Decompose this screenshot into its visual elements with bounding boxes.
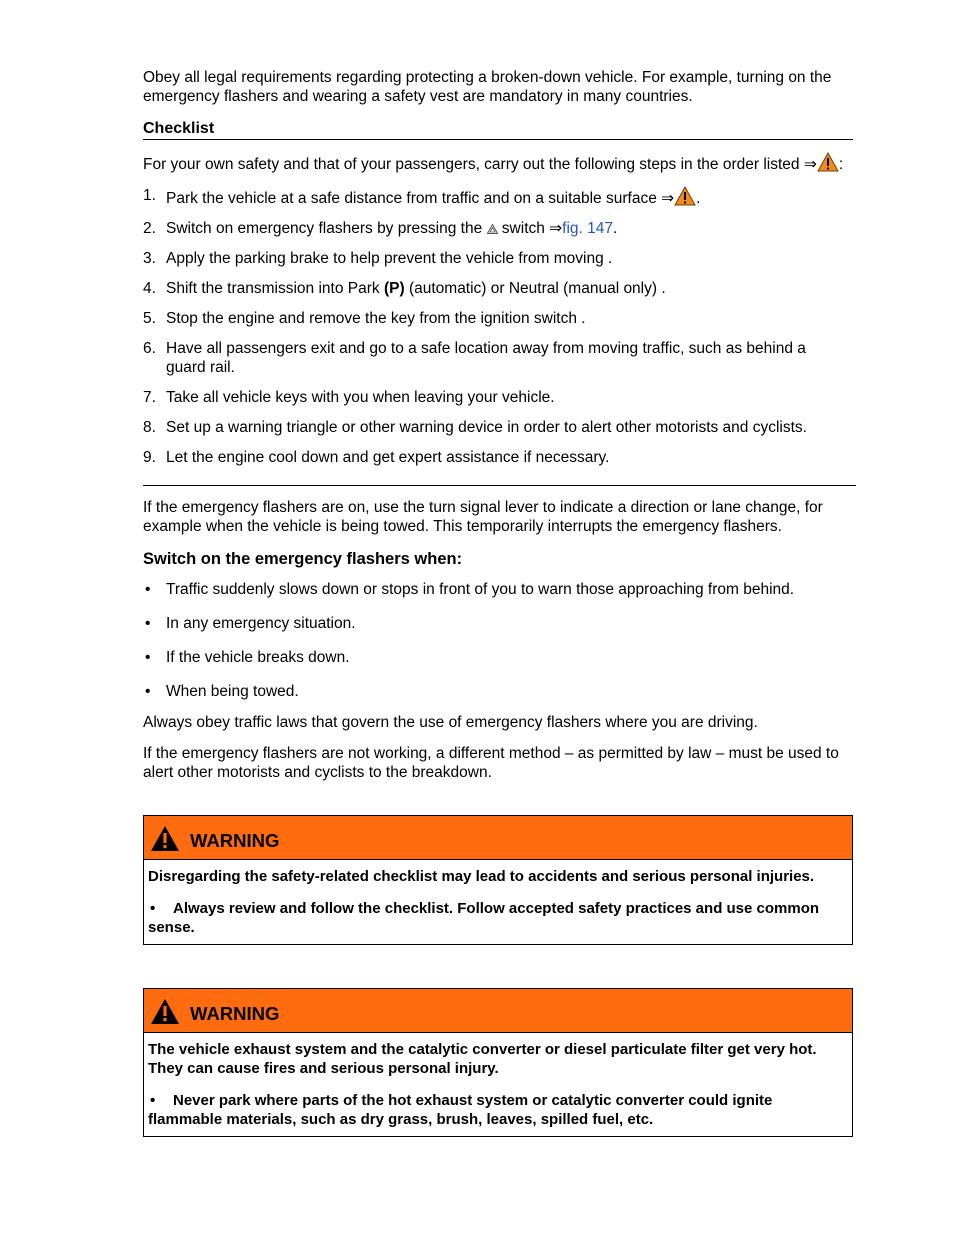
step-text: Park the vehicle at a safe distance from traffic and on a suitable surface ⇒ xyxy=(166,190,675,207)
warning-bullet xyxy=(148,899,848,937)
warning-bullet-line1: Always review and follow the checklist. Follow accepted safety practices and use common xyxy=(173,900,820,917)
step-number: 4. xyxy=(143,280,156,297)
list-item-text: If the vehicle breaks down. xyxy=(166,649,350,666)
hazard-switch-icon xyxy=(487,224,498,234)
warning-header xyxy=(144,816,852,860)
bullet: • xyxy=(145,683,151,700)
checklist-heading: Checklist xyxy=(143,120,853,140)
warning-text-line2: They can cause fires and serious personal injury. xyxy=(148,1060,499,1077)
flashers-list xyxy=(143,580,853,701)
step-number: 8. xyxy=(143,419,156,436)
bullet: • xyxy=(145,581,151,598)
step-text: Apply the parking brake to help prevent the vehicle from moving . xyxy=(166,250,613,267)
step-text: Shift the transmission into Park xyxy=(166,280,384,297)
step-number: 9. xyxy=(143,449,156,466)
list-item xyxy=(143,448,853,467)
checklist-steps xyxy=(143,186,853,467)
warning-header xyxy=(144,989,852,1033)
step-text: Set up a warning triangle or other warning device in order to alert other motorists and cyclists. xyxy=(166,419,807,436)
warning-bullet-line2: flammable materials, such as dry grass, brush, leaves, spilled fuel, etc. xyxy=(148,1111,654,1128)
list-item xyxy=(143,580,853,599)
warning-triangle-icon xyxy=(150,998,180,1025)
warning-bullet-line2: sense. xyxy=(148,919,195,936)
step-number: 2. xyxy=(143,220,156,237)
step-text: Let the engine cool down and get expert assistance if necessary. xyxy=(166,449,610,466)
list-item-text: When being towed. xyxy=(166,683,299,700)
fig-147-link[interactable]: fig. 147 xyxy=(562,220,614,237)
list-item xyxy=(143,249,853,268)
bullet: • xyxy=(150,900,156,917)
list-item xyxy=(143,614,853,633)
step-text: Take all vehicle keys with you when leaving your vehicle. xyxy=(166,389,555,406)
step-number: 5. xyxy=(143,310,156,327)
step-text: Stop the engine and remove the key from the ignition switch . xyxy=(166,310,586,327)
step-text-line1: Have all passengers exit and go to a safe location away from moving traffic, such as behind a xyxy=(166,340,806,357)
caution-triangle-icon[interactable] xyxy=(817,152,839,172)
step-text-line2: guard rail. xyxy=(166,359,235,376)
bullet: • xyxy=(145,649,151,666)
park-symbol: (P) xyxy=(383,280,405,297)
step-number: 7. xyxy=(143,389,156,406)
turn-signal-note: If the emergency flashers are on, use the turn signal lever to indicate a direction or lane change, for example when the vehicle is being towed. This temporarily interrupts the emergency flashers. xyxy=(143,499,823,535)
step-end: . xyxy=(696,190,701,207)
list-item xyxy=(143,648,853,667)
warning-box xyxy=(143,815,853,945)
warning-body xyxy=(144,860,852,944)
step-number: 6. xyxy=(143,340,156,357)
intro-paragraph: Obey all legal requirements regarding protecting a broken-down vehicle. For example, turning on the emergency flashers and wearing a safety vest are mandatory in many countries. xyxy=(143,69,832,105)
step-end: . xyxy=(613,220,618,237)
warning-box xyxy=(143,988,853,1137)
list-item xyxy=(143,219,853,238)
list-item xyxy=(143,682,853,701)
list-item xyxy=(143,186,853,208)
bullet: • xyxy=(150,1092,156,1109)
list-item xyxy=(143,279,853,298)
checklist-lead-end: : xyxy=(838,156,844,173)
step-text-post: switch ⇒ xyxy=(497,220,563,237)
warning-triangle-icon xyxy=(150,825,180,852)
not-working-note: If the emergency flashers are not working, a different method – as permitted by law – must be used to alert other motorists and cyclists to the breakdown. xyxy=(143,745,839,781)
step-number: 1. xyxy=(143,187,156,204)
flashers-heading: Switch on the emergency flashers when: xyxy=(143,550,463,568)
obey-note: Always obey traffic laws that govern the use of emergency flashers where you are driving. xyxy=(143,714,758,731)
list-item xyxy=(143,339,853,377)
checklist-lead xyxy=(143,152,853,174)
list-item xyxy=(143,388,853,407)
manual-page xyxy=(143,68,853,1137)
warning-text xyxy=(148,1040,848,1078)
caution-triangle-icon[interactable] xyxy=(674,186,696,206)
bullet: • xyxy=(145,615,151,632)
list-item xyxy=(143,418,853,437)
warning-label: WARNING xyxy=(190,1002,280,1024)
warning-text: Disregarding the safety-related checklist may lead to accidents and serious personal injuries. xyxy=(148,868,815,885)
warning-bullet-line1: Never park where parts of the hot exhaust system or catalytic converter could ignite xyxy=(173,1092,773,1109)
checklist-lead-text: For your own safety and that of your passengers, carry out the following steps in the order listed ⇒ xyxy=(143,156,817,173)
section-divider xyxy=(143,485,856,486)
warning-body xyxy=(144,1033,852,1136)
warning-bullet xyxy=(148,1091,848,1129)
warning-label: WARNING xyxy=(190,829,280,851)
list-item-text: In any emergency situation. xyxy=(166,615,356,632)
warning-text-line1: The vehicle exhaust system and the catalytic converter or diesel particulate filter get very hot. xyxy=(148,1041,817,1058)
step-number: 3. xyxy=(143,250,156,267)
list-item xyxy=(143,309,853,328)
step-text: Switch on emergency flashers by pressing the xyxy=(166,220,487,237)
step-text-post: (automatic) or Neutral (manual only) . xyxy=(404,280,666,297)
list-item-text: Traffic suddenly slows down or stops in front of you to warn those approaching from behind. xyxy=(166,581,795,598)
